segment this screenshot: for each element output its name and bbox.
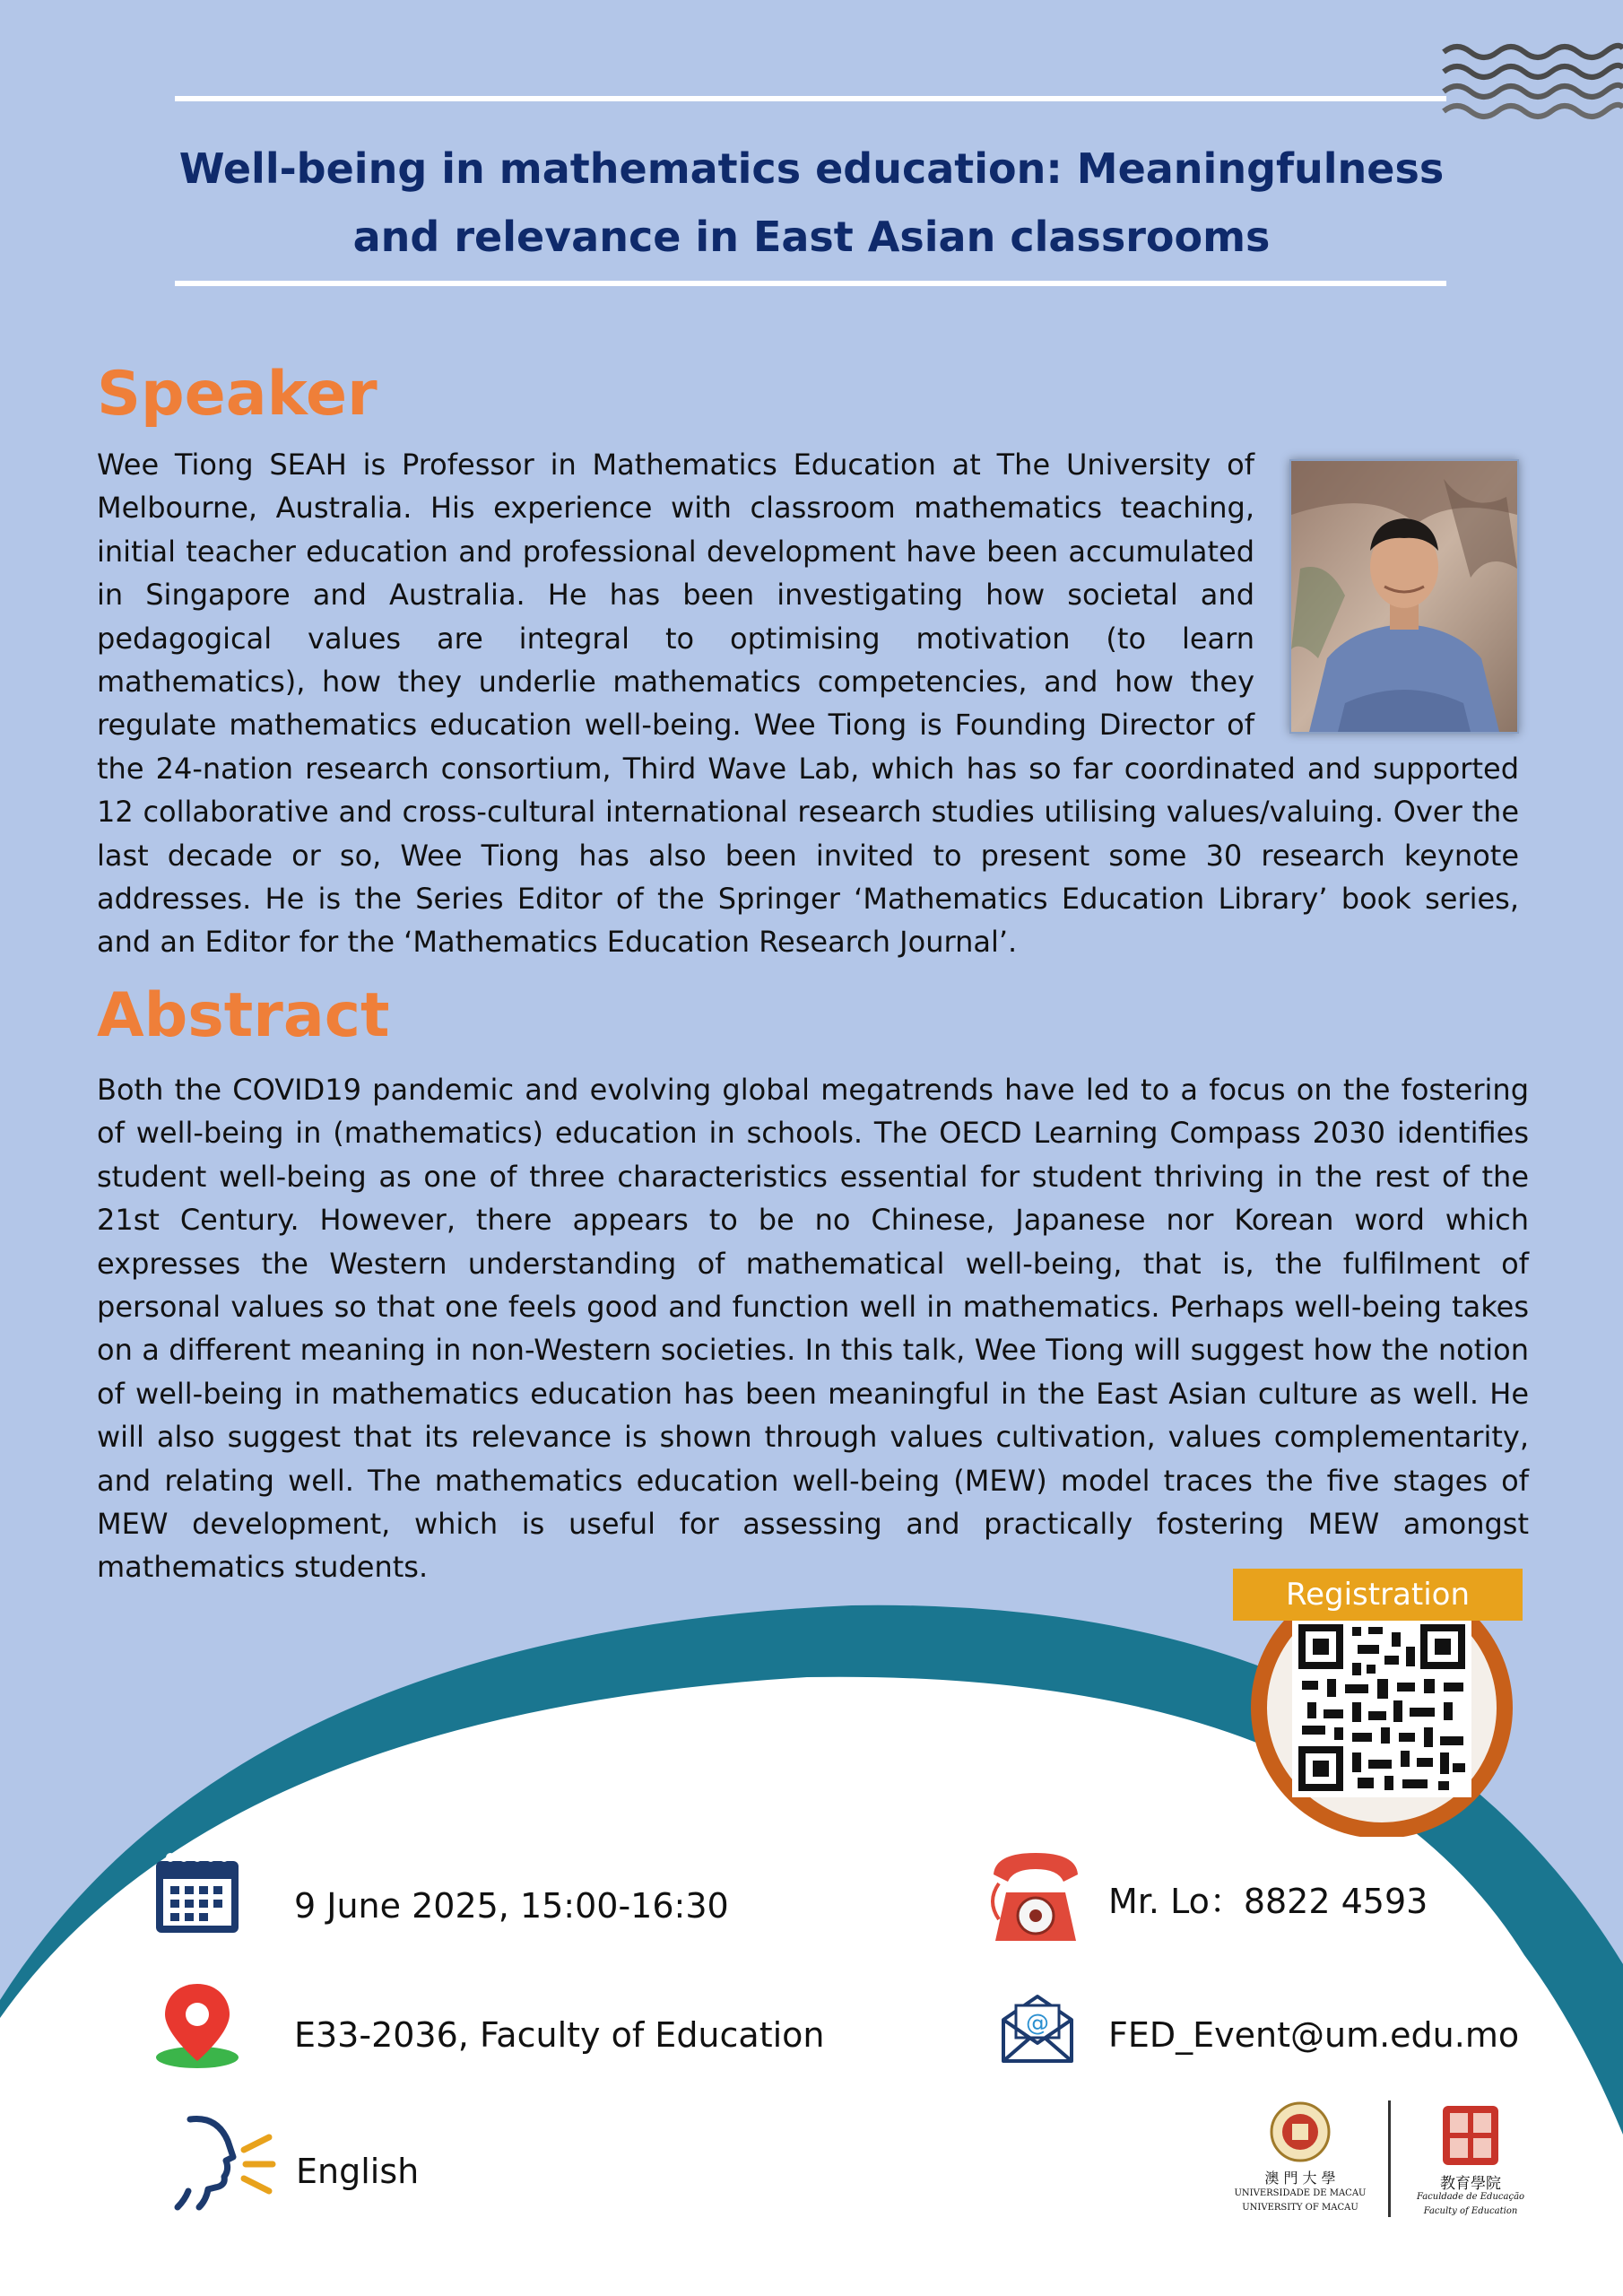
event-venue: E33-2036, Faculty of Education — [294, 2015, 825, 2055]
title-bottom-rule — [175, 281, 1446, 286]
abstract-text: Both the COVID19 pandemic and evolving global megatrends have led to a focus on the fostering of well-being in (mathematics) education in schools. The OECD Learning Compass 2030 identifies student well-being as one of three characteristics essential for student thriving in the rest of the 21st Century. However, there appears to be no Chinese, Japanese nor Korean word which expresses the Western understanding of mathematical well-being, that is, the fulfilment of personal values so that one feels good and function well in mathematics. Perhaps well-being takes on a different meaning in non-Western societies. In this talk, Wee Tiong will suggest how the notion of well-being in mathematics education has been meaningful in the East Asian culture as well. He will also suggest that its relevance is shown through values cultivation, values complementarity, and relating well. The mathematics education well-being (MEW) model traces the five stages of MEW development, which is useful for assessing and practically fostering MEW amongst mathematics students. — [97, 1073, 1529, 1585]
contact-email[interactable]: FED_Event@um.edu.mo — [1108, 2015, 1520, 2055]
um-portuguese-name: UNIVERSIDADE DE MACAU — [1234, 2188, 1367, 2198]
registration-label: Registration — [1233, 1569, 1523, 1621]
logo-divider — [1388, 2100, 1391, 2217]
speaker-bio: Wee Tiong SEAH is Professor in Mathematics Education at The University of Melbourne, Australia. His experience with classroom mathematics teaching, initial teacher education and professional development have been accumulated in Singapore and Australia. He has been investigating how societal and pedagogical values are integral to optimising motivation (to learn mathematics), how they underlie mathematics competencies, and how they regulate mathematics education well-being. Wee Tiong is Founding Director of the 24-nation research consortium, Third Wave Lab, which has so far coordinated and supported 12 collaborative and cross-cultural international research studies utilising values/valuing. Over the last decade or so, Wee Tiong has also been invited to present some 30 research keynote addresses. He is the Series Editor of the Springer ‘Mathematics Education Library’ book series, and an Editor for the ‘Mathematics Education Research Journal’. — [97, 448, 1519, 960]
title-top-rule — [175, 96, 1446, 101]
speaker-heading: Speaker — [97, 359, 378, 430]
abstract-block — [97, 1068, 1529, 1589]
um-english-name: UNIVERSITY OF MACAU — [1242, 2203, 1358, 2213]
email-envelope-icon — [1000, 1993, 1075, 2065]
um-crest-icon — [1269, 2100, 1332, 2163]
fed-chinese-name: 教育學院 — [1440, 2175, 1501, 2193]
event-title: Well-being in mathematics education: Meaningfulness and relevance in East Asian classrooms — [178, 144, 1445, 261]
event-date: 9 June 2025, 15:00-16:30 — [294, 1886, 729, 1926]
contact-phone: Mr. Lo：8822 4593 — [1108, 1882, 1428, 1921]
abstract-heading: Abstract — [97, 980, 390, 1051]
fed-seal-icon — [1441, 2104, 1500, 2167]
fed-english-name: Faculty of Education — [1423, 2206, 1518, 2216]
telephone-icon — [986, 1848, 1085, 1951]
speaker-photo — [1289, 459, 1519, 734]
institution-logos — [1233, 2100, 1529, 2235]
wave-decoration-icon — [1439, 38, 1623, 127]
language-speaking-icon — [172, 2114, 280, 2213]
calendar-icon — [152, 1850, 242, 1936]
event-language: English — [296, 2152, 420, 2191]
fed-portuguese-name: Faculdade de Educação — [1416, 2192, 1525, 2202]
um-chinese-name: 澳 門 大 學 — [1264, 2170, 1336, 2187]
svg-text:@: @ — [1026, 2010, 1049, 2037]
location-pin-icon — [152, 1980, 242, 2070]
